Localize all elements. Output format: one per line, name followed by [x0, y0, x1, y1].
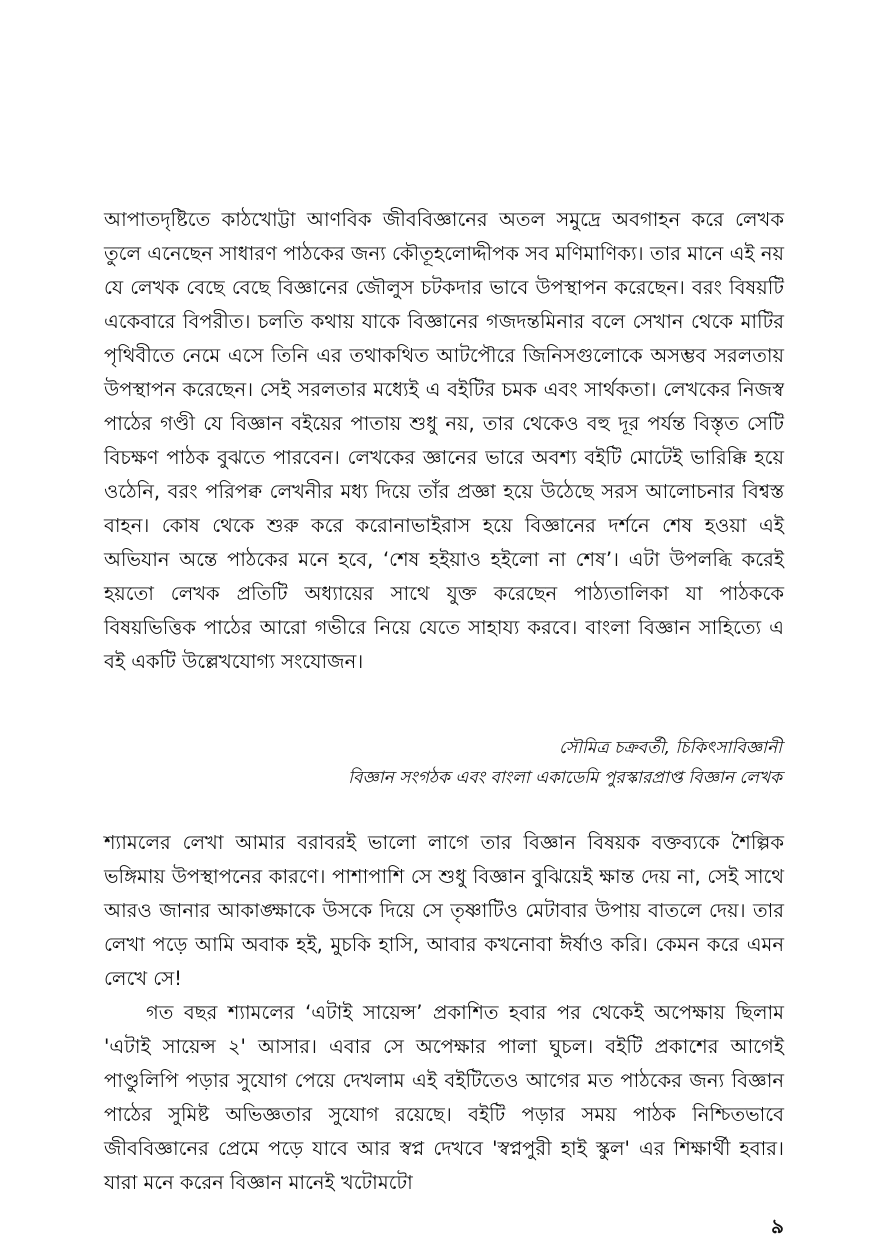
- review-paragraph-2: শ্যামলের লেখা আমার বরাবরই ভালো লাগে তার বিজ্ঞান বিষয়ক বক্তব্যকে শৈল্পিক ভঙ্গিমায় উপস্থাপনের কারণে। পাশাপাশি সে শুধু বিজ্ঞান বুঝিয়েই ক্ষান্ত দেয় না, সেই সাথে আরও জানার আকাঙ্ক্ষাকে উসকে দিয়ে সে তৃষ্ণাটিও মেটাবার উপায় বাতলে দেয়। তার লেখা পড়ে আমি অবাক হই, মুচকি হাসি, আবার কখনোবা ঈর্ষাও করি। কেমন করে এমন লেখে সে!: [104, 831, 784, 990]
- page-number: ৯: [771, 1214, 784, 1238]
- review-paragraph-1: আপাতদৃষ্টিতে কাঠখোট্টা আণবিক জীববিজ্ঞানের অতল সমুদ্রে অবগাহন করে লেখক তুলে এনেছেন সাধারণ পাঠকের জন্য কৌতূহলোদ্দীপক সব মণিমাণিক্য। তার মানে এই নয় যে লেখক বেছে বেছে বিজ্ঞানের জৌলুস চটকদার ভাবে উপস্থাপন করেছেন। বরং বিষয়টি একেবারে বিপরীত। চলতি কথায় যাকে বিজ্ঞানের গজদন্তমিনার বলে সেখান থেকে মাটির পৃথিবীতে নেমে এসে তিনি এর তথাকথিত আটপৌরে জিনিসগুলোকে অসম্ভব সরলতায় উপস্থাপন করেছেন। সেই সরলতার মধ্যেই এ বইটির চমক এবং সার্থকতা। লেখকের নিজস্ব পাঠের গণ্ডী যে বিজ্ঞান বইয়ের পাতায় শুধু নয়, তার থেকেও বহু দূর পর্যন্ত বিস্তৃত সেটি বিচক্ষণ পাঠক বুঝতে পারবেন। লেখকের জ্ঞানের ভারে অবশ্য বইটি মোটেই ভারিক্কি হয়ে ওঠেনি, বরং পরিপক্ব লেখনীর মধ্য দিয়ে তাঁর প্রজ্ঞা হয়ে উঠেছে সরস আলোচনার বিশ্বস্ত বাহন। কোষ থেকে শুরু করে করোনাভাইরাস হয়ে বিজ্ঞানের দর্শনে শেষ হওয়া এই অভিযান অন্তে পাঠকের মনে হবে, ‘শেষ হইয়াও হইলো না শেষ’। এটা উপলব্ধি করেই হয়তো লেখক প্রতিটি অধ্যায়ের সাথে যুক্ত করেছেন পাঠ্যতালিকা যা পাঠককে বিষয়ভিত্তিক পাঠের আরো গভীরে নিয়ে যেতে সাহায্য করবে। বাংলা বিজ্ঞান সাহিত্যে এ বই একটি উল্লেখযোগ্য সংযোজন।: [104, 208, 784, 673]
- review-paragraph-3: গত বছর শ্যামলের ‘এটাই সায়েন্স’ প্রকাশিত হবার পর থেকেই অপেক্ষায় ছিলাম 'এটাই সায়েন্স ২' আসার। এবার সে অপেক্ষার পালা ঘুচল। বইটি প্রকাশের আগেই পাণ্ডুলিপি পড়ার সুযোগ পেয়ে দেখলাম এই বইটিতেও আগের মত পাঠকের জন্য বিজ্ঞান পাঠের সুমিষ্ট অভিজ্ঞতার সুযোগ রয়েছে। বইটি পড়ার সময় পাঠক নিশ্চিতভাবে জীববিজ্ঞানের প্রেমে পড়ে যাবে আর স্বপ্ন দেখবে 'স্বপ্নপুরী হাই স্কুল' এর শিক্ষার্থী হবার। যারা মনে করেন বিজ্ঞান মানেই খটোমটো: [104, 1001, 784, 1194]
- reviewer-signature-title: বিজ্ঞান সংগঠক এবং বাংলা একাডেমি পুরস্কারপ্রাপ্ত বিজ্ঞান লেখক: [348, 768, 782, 788]
- reviewer-signature-name: সৌমিত্র চক্রবর্তী, চিকিৎসাবিজ্ঞানী: [558, 738, 782, 758]
